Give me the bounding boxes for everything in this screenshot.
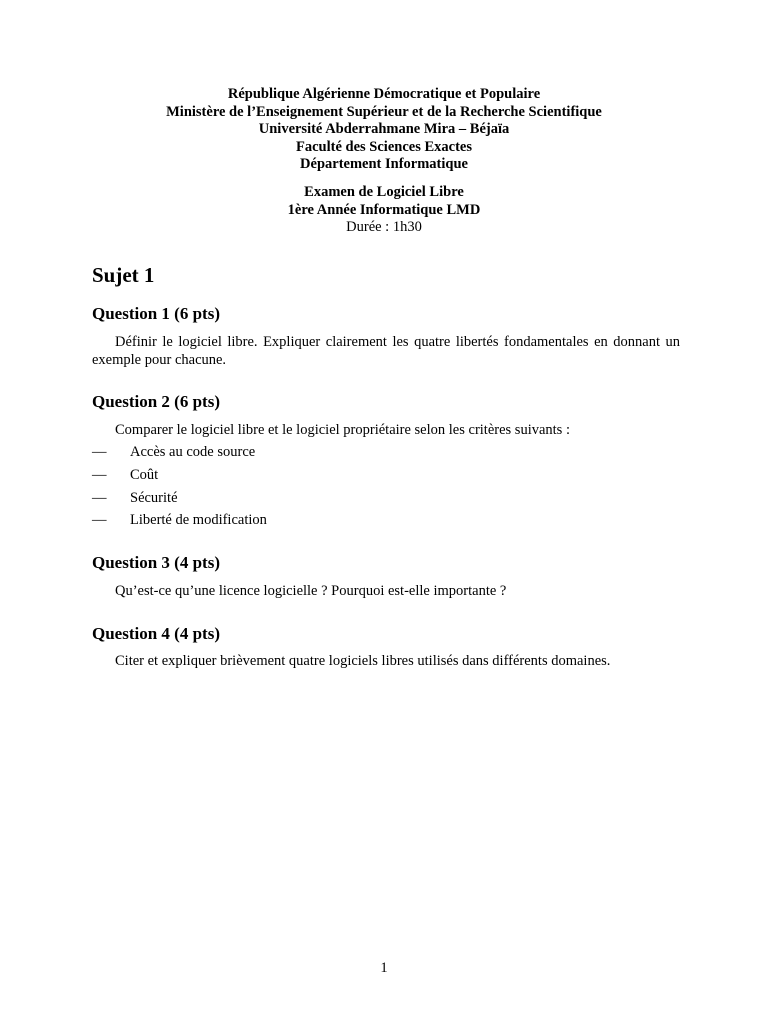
list-item-label: Coût [130,466,159,483]
header-line-ministry: Ministère de l’Enseignement Supérieur et de la Recherche Scientifique [166,103,602,120]
list-item [92,509,680,532]
list-dash: — [92,444,107,460]
exam-title: Examen de Logiciel Libre [304,184,464,200]
question-3-title: Question 3 (4 pts) [92,553,220,572]
institution-header [0,86,768,174]
list-dash: — [92,466,107,483]
list-item [92,464,680,487]
exam-level: 1ère Année Informatique LMD [287,201,481,218]
question-2-title: Question 2 (6 pts) [92,392,220,411]
header-line-university: Université Abderrahmane Mira – Béjaïa [258,121,510,138]
list-item-label: Accès au code source [130,444,256,460]
list-item [92,441,680,464]
question-4-title: Question 4 (4 pts) [92,624,220,643]
question-2-text: Comparer le logiciel libre et le logiciel propriétaire selon les critères suivants : [115,422,570,438]
question-1-title: Question 1 (6 pts) [92,304,220,323]
page-number: 1 [380,960,388,976]
exam-duration: Durée : 1h30 [346,219,422,236]
question-1-text: Définir le logiciel libre. Expliquer clairement les quatre libertés fondamentales en donnant un exemple pour chacune. [92,334,680,368]
list-item-label: Sécurité [130,489,178,506]
question-2-criteria-list [92,441,680,532]
header-line-faculty: Faculté des Sciences Exactes [296,138,472,155]
subject-title: Sujet 1 [92,263,155,287]
list-dash: — [92,512,107,529]
header-line-department: Département Informatique [300,156,468,173]
question-3-text: Qu’est-ce qu’une licence logicielle ? Pourquoi est-elle importante ? [115,583,507,599]
exam-info [0,184,768,237]
list-item [92,487,680,510]
list-dash: — [92,489,107,506]
list-item-label: Liberté de modification [130,512,267,529]
header-line-republic: République Algérienne Démocratique et Populaire [227,86,541,102]
question-4-text: Citer et expliquer brièvement quatre logiciels libres utilisés dans différents domaines. [115,653,611,669]
